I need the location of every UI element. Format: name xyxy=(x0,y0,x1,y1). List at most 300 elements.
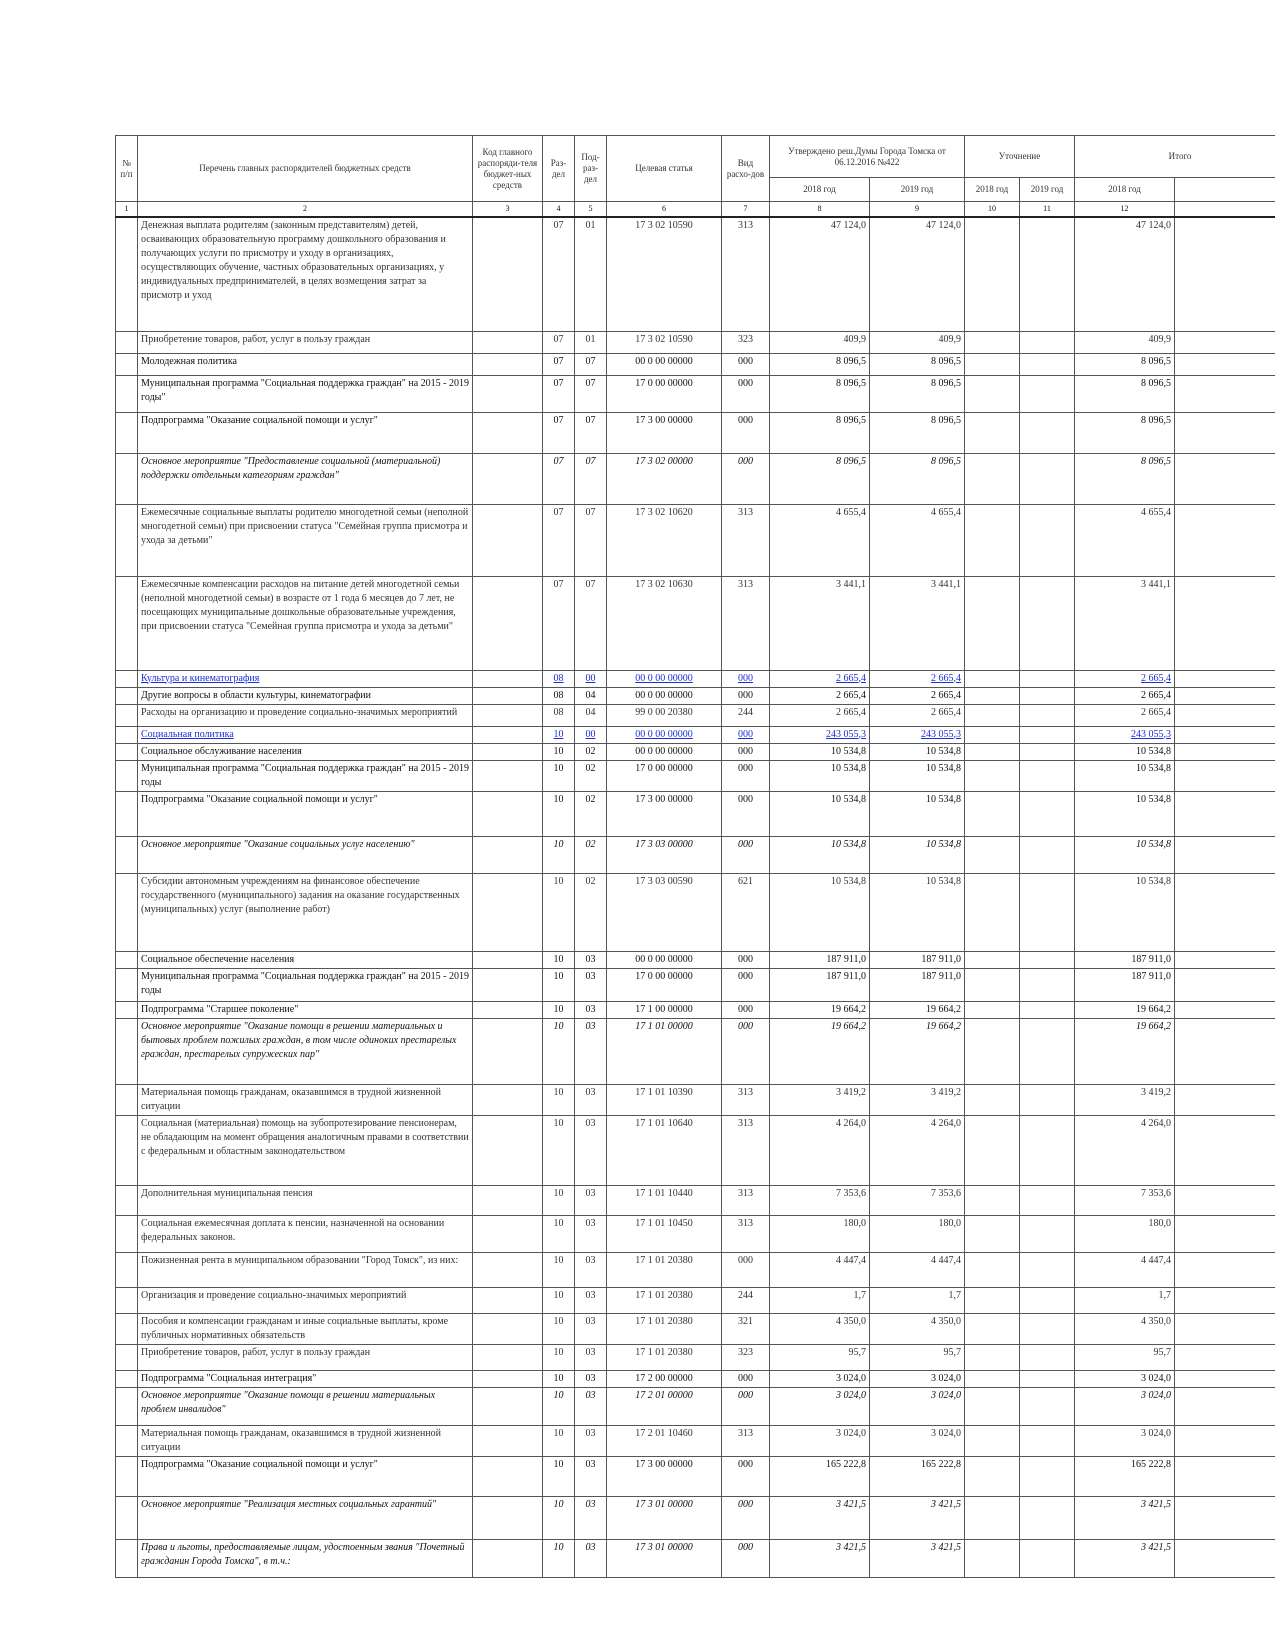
col-index: 11 xyxy=(1020,202,1075,218)
approved-2018: 10 534,8 xyxy=(770,743,870,760)
admin-code xyxy=(473,726,543,743)
podrazdel: 07 xyxy=(575,504,607,576)
total-2018: 187 911,0 xyxy=(1075,951,1175,968)
clarify-2019 xyxy=(1020,873,1075,951)
admin-code xyxy=(473,791,543,836)
razdel: 10 xyxy=(543,951,575,968)
admin-code xyxy=(473,453,543,504)
target-article: 17 2 01 00000 xyxy=(607,1387,722,1425)
expense-type: 000 xyxy=(722,836,770,873)
total-2018: 3 421,5 xyxy=(1075,1496,1175,1539)
razdel: 07 xyxy=(543,217,575,331)
admin-code xyxy=(473,951,543,968)
table-row xyxy=(116,412,1275,453)
clarify-2018 xyxy=(965,217,1020,331)
razdel: 10 xyxy=(543,1115,575,1185)
target-article: 17 3 03 00590 xyxy=(607,873,722,951)
table-row xyxy=(116,1001,1275,1018)
row-name: Социальная ежемесячная доплата к пенсии, назначенной на основании федеральных законов. xyxy=(138,1215,473,1252)
approved-2019: 95,7 xyxy=(870,1344,965,1370)
total-2019 xyxy=(1175,1215,1275,1252)
clarify-2018 xyxy=(965,1387,1020,1425)
total-2018: 4 350,0 xyxy=(1075,1313,1175,1344)
table-row xyxy=(116,1215,1275,1252)
clarify-2018 xyxy=(965,1539,1020,1577)
razdel: 10 xyxy=(543,1344,575,1370)
approved-2018: 3 024,0 xyxy=(770,1387,870,1425)
table-row xyxy=(116,576,1275,670)
clarify-2018 xyxy=(965,726,1020,743)
target-article: 17 0 00 00000 xyxy=(607,968,722,1001)
razdel: 07 xyxy=(543,331,575,353)
approved-2018: 180,0 xyxy=(770,1215,870,1252)
table-row xyxy=(116,331,1275,353)
row-name: Молодежная политика xyxy=(138,353,473,375)
razdel: 10 xyxy=(543,791,575,836)
razdel: 08 xyxy=(543,704,575,726)
header-num: № п/п xyxy=(116,136,138,202)
total-2018: 10 534,8 xyxy=(1075,873,1175,951)
podrazdel: 02 xyxy=(575,836,607,873)
table-row xyxy=(116,1084,1275,1115)
target-article: 17 3 02 00000 xyxy=(607,453,722,504)
target-article: 17 1 01 10390 xyxy=(607,1084,722,1115)
clarify-2019 xyxy=(1020,704,1075,726)
podrazdel: 03 xyxy=(575,1018,607,1084)
total-2018: 2 665,4 xyxy=(1075,670,1175,687)
row-name: Материальная помощь гражданам, оказавшимся в трудной жизненной ситуации xyxy=(138,1084,473,1115)
admin-code xyxy=(473,1539,543,1577)
approved-2018: 7 353,6 xyxy=(770,1185,870,1215)
clarify-2019 xyxy=(1020,1496,1075,1539)
podrazdel: 07 xyxy=(575,353,607,375)
expense-type: 000 xyxy=(722,1018,770,1084)
clarify-2018 xyxy=(965,1252,1020,1287)
total-2018: 3 419,2 xyxy=(1075,1084,1175,1115)
approved-2018: 2 665,4 xyxy=(770,687,870,704)
total-2018: 1,7 xyxy=(1075,1287,1175,1313)
clarify-2019 xyxy=(1020,1425,1075,1456)
total-2019 xyxy=(1175,1539,1275,1577)
header-approved: Утверждено реш.Думы Города Томска от 06.12.2016 №422 xyxy=(770,136,965,178)
approved-2019: 3 024,0 xyxy=(870,1370,965,1387)
row-name: Социальная политика xyxy=(138,726,473,743)
podrazdel: 02 xyxy=(575,873,607,951)
total-2018: 4 447,4 xyxy=(1075,1252,1175,1287)
razdel: 10 xyxy=(543,1084,575,1115)
expense-type: 000 xyxy=(722,726,770,743)
clarify-2018 xyxy=(965,687,1020,704)
clarify-2019 xyxy=(1020,504,1075,576)
target-article: 17 3 01 00000 xyxy=(607,1496,722,1539)
row-number xyxy=(116,670,138,687)
razdel: 10 xyxy=(543,1425,575,1456)
target-article: 17 1 00 00000 xyxy=(607,1001,722,1018)
table-row xyxy=(116,1539,1275,1577)
razdel: 10 xyxy=(543,1001,575,1018)
header-expense-type: Вид расхо-дов xyxy=(722,136,770,202)
clarify-2019 xyxy=(1020,968,1075,1001)
total-2018: 187 911,0 xyxy=(1075,968,1175,1001)
row-number xyxy=(116,743,138,760)
approved-2019: 4 447,4 xyxy=(870,1252,965,1287)
admin-code xyxy=(473,375,543,412)
clarify-2019 xyxy=(1020,687,1075,704)
target-article: 00 0 00 00000 xyxy=(607,670,722,687)
row-name: Подпрограмма "Оказание социальной помощи и услуг" xyxy=(138,412,473,453)
clarify-2019 xyxy=(1020,576,1075,670)
podrazdel: 03 xyxy=(575,968,607,1001)
header-podrazdel: Под-раз-дел xyxy=(575,136,607,202)
expense-type: 000 xyxy=(722,968,770,1001)
total-2019 xyxy=(1175,760,1275,791)
target-article: 17 3 02 10590 xyxy=(607,331,722,353)
expense-type: 323 xyxy=(722,331,770,353)
approved-2018: 8 096,5 xyxy=(770,453,870,504)
podrazdel: 07 xyxy=(575,453,607,504)
expense-type: 323 xyxy=(722,1344,770,1370)
total-2019 xyxy=(1175,453,1275,504)
row-name: Муниципальная программа "Социальная поддержка граждан" на 2015 - 2019 годы xyxy=(138,760,473,791)
approved-2019: 7 353,6 xyxy=(870,1185,965,1215)
admin-code xyxy=(473,1252,543,1287)
total-2019 xyxy=(1175,726,1275,743)
podrazdel: 04 xyxy=(575,687,607,704)
table-row xyxy=(116,951,1275,968)
total-2018: 3 024,0 xyxy=(1075,1387,1175,1425)
row-name: Ежемесячные социальные выплаты родителю многодетной семьи (неполной многодетной семьи) при присвоении статуса "Семейная группа присмотра и ухода за детьми" xyxy=(138,504,473,576)
row-number xyxy=(116,1456,138,1496)
total-2018: 8 096,5 xyxy=(1075,353,1175,375)
total-2019 xyxy=(1175,1185,1275,1215)
row-number xyxy=(116,1370,138,1387)
clarify-2019 xyxy=(1020,791,1075,836)
row-name: Подпрограмма "Оказание социальной помощи и услуг" xyxy=(138,791,473,836)
row-name: Пособия и компенсации гражданам и иные социальные выплаты, кроме публичных нормативных обязательств xyxy=(138,1313,473,1344)
header-admin-code: Код главного распоряди-теля бюджет-ных средств xyxy=(473,136,543,202)
expense-type: 000 xyxy=(722,1252,770,1287)
admin-code xyxy=(473,1496,543,1539)
admin-code xyxy=(473,743,543,760)
podrazdel: 01 xyxy=(575,217,607,331)
table-row xyxy=(116,353,1275,375)
admin-code xyxy=(473,1344,543,1370)
row-number xyxy=(116,1313,138,1344)
row-number xyxy=(116,1185,138,1215)
razdel: 10 xyxy=(543,1370,575,1387)
table-row xyxy=(116,836,1275,873)
approved-2019: 2 665,4 xyxy=(870,704,965,726)
table-row xyxy=(116,1496,1275,1539)
podrazdel: 03 xyxy=(575,1344,607,1370)
col-index: 6 xyxy=(607,202,722,218)
approved-2018: 3 024,0 xyxy=(770,1425,870,1456)
clarify-2018 xyxy=(965,1018,1020,1084)
admin-code xyxy=(473,1425,543,1456)
clarify-2019 xyxy=(1020,951,1075,968)
admin-code xyxy=(473,353,543,375)
target-article: 17 1 01 20380 xyxy=(607,1252,722,1287)
table-row xyxy=(116,743,1275,760)
row-number xyxy=(116,453,138,504)
podrazdel: 03 xyxy=(575,1370,607,1387)
clarify-2018 xyxy=(965,453,1020,504)
expense-type: 313 xyxy=(722,217,770,331)
admin-code xyxy=(473,1115,543,1185)
clarify-2019 xyxy=(1020,1539,1075,1577)
admin-code xyxy=(473,1313,543,1344)
total-2018: 95,7 xyxy=(1075,1344,1175,1370)
approved-2018: 187 911,0 xyxy=(770,968,870,1001)
clarify-2018 xyxy=(965,1344,1020,1370)
admin-code xyxy=(473,1001,543,1018)
total-2018: 4 655,4 xyxy=(1075,504,1175,576)
razdel: 08 xyxy=(543,670,575,687)
header-razdel: Раз-дел xyxy=(543,136,575,202)
expense-type: 244 xyxy=(722,1287,770,1313)
expense-type: 000 xyxy=(722,375,770,412)
expense-type: 621 xyxy=(722,873,770,951)
clarify-2018 xyxy=(965,504,1020,576)
podrazdel: 07 xyxy=(575,375,607,412)
clarify-2018 xyxy=(965,743,1020,760)
table-row xyxy=(116,1018,1275,1084)
target-article: 17 3 02 10590 xyxy=(607,217,722,331)
expense-type: 000 xyxy=(722,1370,770,1387)
podrazdel: 03 xyxy=(575,1215,607,1252)
clarify-2018 xyxy=(965,331,1020,353)
col-index: 1 xyxy=(116,202,138,218)
clarify-2019 xyxy=(1020,1185,1075,1215)
header-clarify-2019: 2019 год xyxy=(1020,178,1075,202)
clarify-2018 xyxy=(965,1313,1020,1344)
expense-type: 321 xyxy=(722,1313,770,1344)
clarify-2019 xyxy=(1020,453,1075,504)
approved-2018: 19 664,2 xyxy=(770,1001,870,1018)
total-2019 xyxy=(1175,504,1275,576)
row-name: Социальная (материальная) помощь на зубопротезирование пенсионерам, не обладающим на момент обращения аналогичным правами в соответствии с федеральным и областным законодательством xyxy=(138,1115,473,1185)
razdel: 10 xyxy=(543,1313,575,1344)
clarify-2019 xyxy=(1020,1215,1075,1252)
admin-code xyxy=(473,670,543,687)
approved-2019: 10 534,8 xyxy=(870,760,965,791)
expense-type: 313 xyxy=(722,1084,770,1115)
total-2019 xyxy=(1175,687,1275,704)
clarify-2019 xyxy=(1020,1084,1075,1115)
row-name: Дополнительная муниципальная пенсия xyxy=(138,1185,473,1215)
admin-code xyxy=(473,1215,543,1252)
col-index: 8 xyxy=(770,202,870,218)
razdel: 10 xyxy=(543,1539,575,1577)
row-number xyxy=(116,331,138,353)
clarify-2019 xyxy=(1020,1018,1075,1084)
total-2019 xyxy=(1175,1370,1275,1387)
total-2019 xyxy=(1175,670,1275,687)
target-article: 17 3 03 00000 xyxy=(607,836,722,873)
podrazdel: 03 xyxy=(575,1456,607,1496)
admin-code xyxy=(473,412,543,453)
razdel: 07 xyxy=(543,504,575,576)
podrazdel: 07 xyxy=(575,412,607,453)
clarify-2018 xyxy=(965,1215,1020,1252)
expense-type: 000 xyxy=(722,791,770,836)
total-2018: 10 534,8 xyxy=(1075,791,1175,836)
header-clarify-2018: 2018 год xyxy=(965,178,1020,202)
total-2018: 165 222,8 xyxy=(1075,1456,1175,1496)
clarify-2018 xyxy=(965,412,1020,453)
clarify-2018 xyxy=(965,353,1020,375)
row-number xyxy=(116,791,138,836)
expense-type: 000 xyxy=(722,1001,770,1018)
row-name: Основное мероприятие "Предоставление социальной (материальной) поддержки отдельным категориям граждан" xyxy=(138,453,473,504)
expense-type: 000 xyxy=(722,1456,770,1496)
header-target-article: Целевая статья xyxy=(607,136,722,202)
row-number xyxy=(116,1001,138,1018)
col-index: 2 xyxy=(138,202,473,218)
clarify-2018 xyxy=(965,1496,1020,1539)
table-row xyxy=(116,1313,1275,1344)
podrazdel: 00 xyxy=(575,726,607,743)
podrazdel: 03 xyxy=(575,1313,607,1344)
total-2019 xyxy=(1175,836,1275,873)
row-name: Приобретение товаров, работ, услуг в пользу граждан xyxy=(138,331,473,353)
podrazdel: 03 xyxy=(575,1115,607,1185)
expense-type: 313 xyxy=(722,1185,770,1215)
row-name: Организация и проведение социально-значимых мероприятий xyxy=(138,1287,473,1313)
total-2018: 19 664,2 xyxy=(1075,1018,1175,1084)
razdel: 10 xyxy=(543,1387,575,1425)
row-number xyxy=(116,951,138,968)
admin-code xyxy=(473,836,543,873)
clarify-2018 xyxy=(965,791,1020,836)
approved-2019: 8 096,5 xyxy=(870,412,965,453)
clarify-2018 xyxy=(965,375,1020,412)
target-article: 17 3 00 00000 xyxy=(607,1456,722,1496)
podrazdel: 02 xyxy=(575,743,607,760)
row-number xyxy=(116,1425,138,1456)
target-article: 00 0 00 00000 xyxy=(607,687,722,704)
admin-code xyxy=(473,1370,543,1387)
target-article: 17 1 01 00000 xyxy=(607,1018,722,1084)
clarify-2018 xyxy=(965,1287,1020,1313)
total-2019 xyxy=(1175,1084,1275,1115)
table-row xyxy=(116,1185,1275,1215)
approved-2018: 2 665,4 xyxy=(770,670,870,687)
clarify-2018 xyxy=(965,1456,1020,1496)
approved-2018: 8 096,5 xyxy=(770,412,870,453)
approved-2019: 3 441,1 xyxy=(870,576,965,670)
col-index: 7 xyxy=(722,202,770,218)
razdel: 10 xyxy=(543,1456,575,1496)
approved-2019: 3 024,0 xyxy=(870,1425,965,1456)
table-row xyxy=(116,726,1275,743)
row-name: Подпрограмма "Социальная интеграция" xyxy=(138,1370,473,1387)
table-row xyxy=(116,670,1275,687)
target-article: 17 0 00 00000 xyxy=(607,760,722,791)
razdel: 10 xyxy=(543,760,575,791)
col-index: 5 xyxy=(575,202,607,218)
expense-type: 000 xyxy=(722,453,770,504)
table-row xyxy=(116,453,1275,504)
approved-2018: 4 447,4 xyxy=(770,1252,870,1287)
approved-2019: 2 665,4 xyxy=(870,687,965,704)
podrazdel: 07 xyxy=(575,576,607,670)
podrazdel: 03 xyxy=(575,1252,607,1287)
header-approved-2019: 2019 год xyxy=(870,178,965,202)
row-number xyxy=(116,1215,138,1252)
clarify-2018 xyxy=(965,1425,1020,1456)
total-2019 xyxy=(1175,1001,1275,1018)
clarify-2019 xyxy=(1020,1001,1075,1018)
table-row xyxy=(116,1456,1275,1496)
col-index: 4 xyxy=(543,202,575,218)
total-2019 xyxy=(1175,375,1275,412)
clarify-2019 xyxy=(1020,1313,1075,1344)
header-total-2019 xyxy=(1175,178,1275,202)
row-name: Основное мероприятие "Оказание помощи в решении материальных проблем инвалидов" xyxy=(138,1387,473,1425)
clarify-2018 xyxy=(965,670,1020,687)
clarify-2019 xyxy=(1020,760,1075,791)
table-row xyxy=(116,873,1275,951)
header-name: Перечень главных распорядителей бюджетных средств xyxy=(138,136,473,202)
row-number xyxy=(116,504,138,576)
total-2019 xyxy=(1175,704,1275,726)
clarify-2019 xyxy=(1020,1287,1075,1313)
clarify-2018 xyxy=(965,760,1020,791)
row-number xyxy=(116,353,138,375)
column-index-row xyxy=(116,202,1275,218)
podrazdel: 01 xyxy=(575,331,607,353)
target-article: 17 3 00 00000 xyxy=(607,791,722,836)
total-2019 xyxy=(1175,1496,1275,1539)
header-approved-2018: 2018 год xyxy=(770,178,870,202)
row-name: Основное мероприятие "Оказание помощи в решении материальных и бытовых проблем пожилых граждан, в том числе одиноких престарелых граждан, престарелых супружеских пар" xyxy=(138,1018,473,1084)
total-2019 xyxy=(1175,331,1275,353)
row-name: Другие вопросы в области культуры, кинематографии xyxy=(138,687,473,704)
approved-2018: 409,9 xyxy=(770,331,870,353)
razdel: 10 xyxy=(543,836,575,873)
clarify-2019 xyxy=(1020,726,1075,743)
clarify-2019 xyxy=(1020,353,1075,375)
expense-type: 000 xyxy=(722,1539,770,1577)
total-2018: 3 441,1 xyxy=(1075,576,1175,670)
total-2018: 8 096,5 xyxy=(1075,453,1175,504)
approved-2019: 10 534,8 xyxy=(870,791,965,836)
table-row xyxy=(116,760,1275,791)
total-2018: 4 264,0 xyxy=(1075,1115,1175,1185)
clarify-2018 xyxy=(965,576,1020,670)
col-index: 9 xyxy=(870,202,965,218)
expense-type: 000 xyxy=(722,951,770,968)
admin-code xyxy=(473,1287,543,1313)
row-name: Подпрограмма "Оказание социальной помощи и услуг" xyxy=(138,1456,473,1496)
row-name: Культура и кинематография xyxy=(138,670,473,687)
row-number xyxy=(116,1287,138,1313)
razdel: 10 xyxy=(543,873,575,951)
podrazdel: 04 xyxy=(575,704,607,726)
admin-code xyxy=(473,504,543,576)
clarify-2019 xyxy=(1020,375,1075,412)
approved-2018: 10 534,8 xyxy=(770,760,870,791)
approved-2019: 3 421,5 xyxy=(870,1496,965,1539)
admin-code xyxy=(473,1084,543,1115)
row-number xyxy=(116,726,138,743)
expense-type: 313 xyxy=(722,1215,770,1252)
total-2019 xyxy=(1175,873,1275,951)
expense-type: 244 xyxy=(722,704,770,726)
clarify-2019 xyxy=(1020,743,1075,760)
clarify-2018 xyxy=(965,1370,1020,1387)
